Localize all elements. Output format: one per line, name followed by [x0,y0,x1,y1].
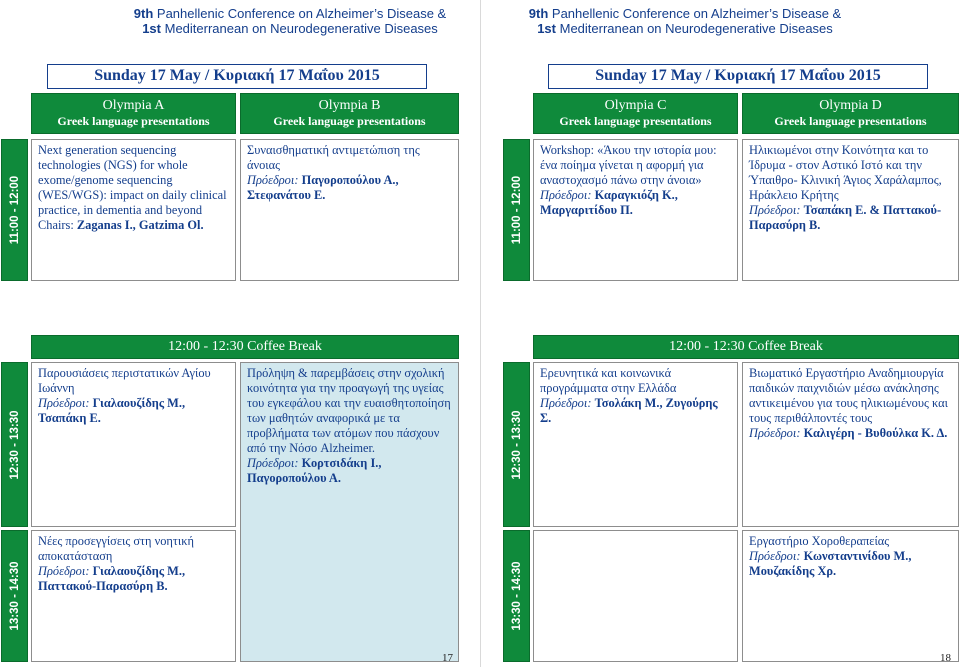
session-cell-b2 [240,362,459,662]
session-cell-c3-empty [533,530,738,662]
room-subtitle: Greek language presentations [57,114,210,128]
coffee-break-right [533,335,959,359]
time-label: 12:30 - 13:30 [8,409,21,480]
chairs-label: Πρόεδροι: [749,549,801,563]
session-cell-a2 [31,362,236,527]
conference-line2: Mediterranean on Neurodegenerative Diseases [559,21,833,36]
conference-line1: Panhellenic Conference on Alzheimer’s Disease & [551,6,842,21]
session-title: Εργαστήριο Χοροθεραπείας [749,534,890,548]
page-divider [480,0,481,667]
room-header-olympia-d [742,93,959,134]
room-name: Olympia A [102,98,165,113]
time-slot-1230-1330-left [1,362,28,527]
session-title: Παρουσιάσεις περιστατικών Αγίου Ιωάννη [38,366,211,395]
time-slot-11-12-left [1,139,28,281]
room-name: Olympia D [819,98,882,113]
time-slot-11-12-right [503,139,530,281]
session-title: Next generation sequencing technologies (NGS) for whole exome/genome sequencing (WES/WGS): impact on daily clinical practice, in dementia and beyond [38,143,227,217]
time-label: 13:30 - 14:30 [510,561,523,631]
edition-label: 9th [133,6,154,21]
chairs-label: Πρόεδροι: [749,203,801,217]
session-title: Ηλικιωμένοι στην Κοινότητα και το Ίδρυμα - στον Αστικό Ιστό και την Ύπαιθρο- Κλινική Άγιος Χαράλαμπος, Ηράκλειο Κρήτης [749,143,942,202]
day-label: Sunday 17 May / Κυριακή 17 Μαΐου 2015 [94,67,380,84]
conference-header-left [100,6,480,36]
chairs-label: Chairs: [38,218,74,232]
coffee-break-label: 12:00 - 12:30 Coffee Break [669,339,823,354]
session-cell-d1 [742,139,959,281]
time-slot-1230-1330-right [503,362,530,527]
session-cell-b1 [240,139,459,281]
room-subtitle: Greek language presentations [273,114,426,128]
page-number-left: 17 [442,652,453,664]
session-cell-a3 [31,530,236,662]
room-subtitle: Greek language presentations [559,114,712,128]
room-header-olympia-b [240,93,459,134]
coffee-break-label: 12:00 - 12:30 Coffee Break [168,339,322,354]
chairs-label: Πρόεδροι: [540,188,592,202]
chairs-names: Zaganas I., Gatzima Ol. [76,218,204,232]
day-header-right [548,64,928,89]
room-name: Olympia C [604,98,667,113]
time-slot-1330-1430-right [503,530,530,662]
day-label: Sunday 17 May / Κυριακή 17 Μαΐου 2015 [595,67,881,84]
page-number-right: 18 [940,652,951,664]
chairs-names: Τσαπάκη Ε. & Παττακού-Παρασύρη Β. [749,203,942,232]
time-slot-1330-1430-left [1,530,28,662]
time-label: 11:00 - 12:00 [510,175,523,245]
edition-label-2: 1st [537,21,556,36]
chairs-names: Τσολάκη Μ., Ζυγούρης Σ. [540,396,718,425]
chairs-names: Κωνσταντινίδου Μ., Μουζακίδης Χρ. [749,549,912,578]
conference-header-right [495,6,875,36]
room-header-olympia-c [533,93,738,134]
time-label: 13:30 - 14:30 [8,561,21,631]
edition-label-2: 1st [142,21,161,36]
chairs-names: Καλιγέρη - Βυθούλκα Κ. Δ. [803,426,948,440]
session-cell-a1 [31,139,236,281]
session-cell-d2 [742,362,959,527]
chairs-names: Γιαλαουζίδης Μ., Τσαπάκη Ε. [38,396,186,425]
room-subtitle: Greek language presentations [774,114,927,128]
chairs-names: Καραγκιόζη Κ., Μαργαριτίδου Π. [540,188,678,217]
room-name: Olympia B [318,98,381,113]
conference-line2: Mediterranean on Neurodegenerative Diseases [164,21,438,36]
session-title: Πρόληψη & παρεμβάσεις στην σχολική κοινότητα για την προαγωγή της υγείας του εγκεφάλου και την ευαισθητοποίηση των μαθητών αναφορικά με τα προβλήματα των ατόμων που πάσχουν από την Νόσο Alzheimer. [247,366,451,455]
chairs-names: Κορτσιδάκη Ι., Παγοροπούλου Α. [247,456,382,485]
chairs-label: Πρόεδροι: [38,564,90,578]
chairs-label: Πρόεδροι: [247,456,299,470]
session-cell-c2 [533,362,738,527]
session-title: Συναισθηματική αντιμετώπιση της άνοιας [247,143,420,172]
session-title: Workshop: «Άκου την ιστορία μου: ένα ποίημα γίνεται η αφορμή για αναστοχασμό πάνω στην άνοια» [540,143,717,187]
room-header-olympia-a [31,93,236,134]
session-title: Βιωματικό Εργαστήριο Αναδημιουργία παιδικών παιχνιδιών μέσω ανάκλησης αντικειμένου για τους ηλικιωμένους και τους περιθάλποντές τους [749,366,948,425]
session-title: Ερευνητικά και κοινωνικά προγράμματα στην Ελλάδα [540,366,677,395]
chairs-label: Πρόεδροι: [38,396,90,410]
session-cell-c1 [533,139,738,281]
day-header-left [47,64,427,89]
chairs-label: Πρόεδροι: [540,396,592,410]
chairs-label: Πρόεδροι: [247,173,299,187]
chairs-names: Παγοροπούλου Α., Στεφανάτου Ε. [247,173,399,202]
chairs-label: Πρόεδροι: [749,426,801,440]
conference-line1: Panhellenic Conference on Alzheimer’s Disease & [156,6,447,21]
time-label: 12:30 - 13:30 [510,409,523,480]
time-label: 11:00 - 12:00 [8,175,21,245]
chairs-names: Γιαλαουζίδης Μ., Παττακού-Παρασύρη Β. [38,564,186,593]
session-cell-d3 [742,530,959,662]
session-title: Νέες προσεγγίσεις στη νοητική αποκατάσταση [38,534,194,563]
coffee-break-left [31,335,459,359]
edition-label: 9th [528,6,549,21]
